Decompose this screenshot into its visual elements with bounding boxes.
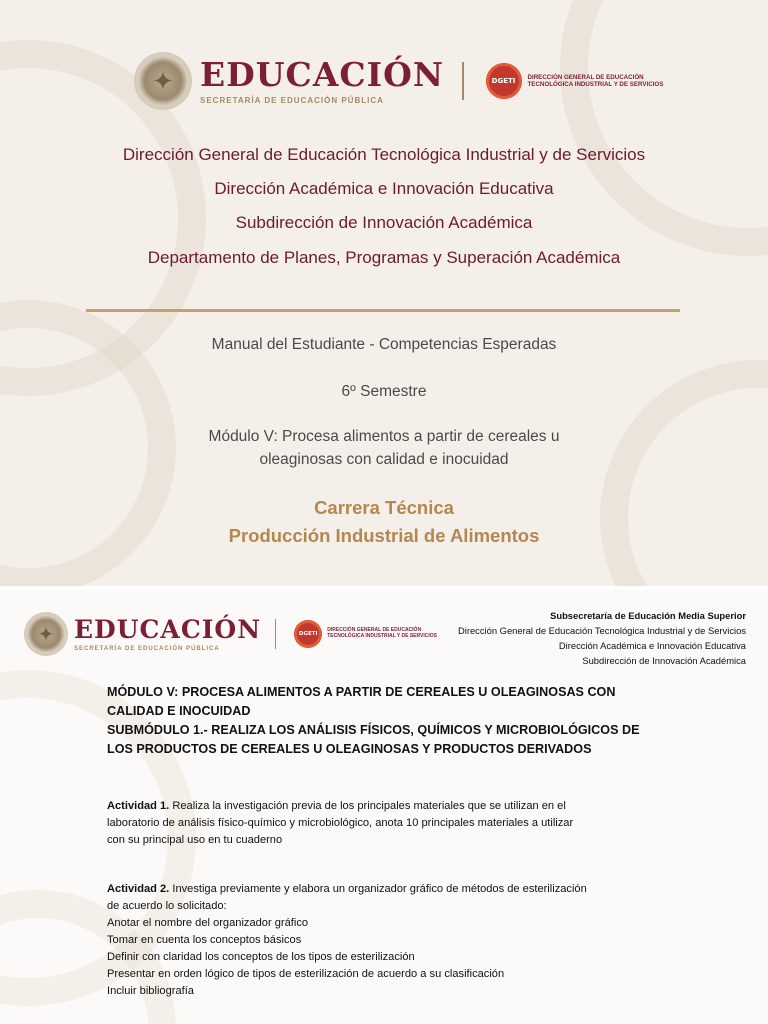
- edu-wordmark: EDUCACIÓN: [200, 54, 445, 94]
- activity-2: Actividad 2. Investiga previamente y elabora un organizador gráfico de métodos de esterilización de acuerdo lo solicitado: Anotar el nombre del organizador gráfico Tomar en cuenta los conceptos básicos Definir con claridad los conceptos de los tipos de esterilización Presentar en orden lógico de tipos de esterilización de acuerdo a su clasificación Incluir bibliografía: [107, 881, 660, 1000]
- cover-header-logos: [134, 52, 663, 110]
- submodule-heading: LOS PRODUCTOS DE CEREALES U OLEAGINOSAS Y PRODUCTOS DERIVADOS: [107, 742, 592, 756]
- edu-subtitle: SECRETARÍA DE EDUCACIÓN PÚBLICA: [74, 645, 220, 652]
- career-name: Producción Industrial de Alimentos: [228, 525, 540, 546]
- activity-2-item: Tomar en cuenta los conceptos básicos: [107, 934, 302, 946]
- submodule-heading: SUBMÓDULO 1.- REALIZA LOS ANÁLISIS FÍSICOS, QUÍMICOS Y MICROBIOLÓGICOS DE: [107, 723, 640, 737]
- edu-subtitle: SECRETARÍA DE EDUCACIÓN PÚBLICA: [200, 95, 384, 105]
- module-title-line: oleaginosas con calidad e inocuidad: [259, 451, 509, 468]
- institution-line: Subdirección de Innovación Académica: [235, 213, 533, 232]
- logo-separator: [462, 62, 464, 100]
- header-line: Subdirección de Innovación Académica: [582, 655, 746, 666]
- activity-2-item: Presentar en orden lógico de tipos de esterilización de acuerdo a su clasificación: [107, 968, 505, 980]
- content-header-logos: [24, 612, 437, 656]
- institution-line: Dirección General de Educación Tecnológica Industrial y de Servicios: [122, 145, 646, 164]
- edu-wordmark: EDUCACIÓN: [74, 614, 262, 644]
- dgeti-logo-icon: DGETI: [486, 63, 522, 99]
- module-heading: MÓDULO V: PROCESA ALIMENTOS A PARTIR DE CEREALES U OLEAGINOSAS CON CALIDAD E INOCUIDAD SUBMÓDULO 1.- REALIZA LOS ANÁLISIS FÍSICOS, QUÍMICOS Y MICROBIOLÓGICOS DE LOS PRODUCTOS DE CEREALES U OLEAGINOSAS Y PRODUCTOS DERIVADOS: [107, 683, 660, 759]
- logo-separator: [275, 619, 276, 649]
- dgeti-logo-text: DIRECCIÓN GENERAL DE EDUCACIÓN TECNOLÓGICA INDUSTRIAL Y DE SERVICIOS: [327, 627, 437, 639]
- dgeti-logo-text: DIRECCIÓN GENERAL DE EDUCACIÓN TECNOLÓGICA INDUSTRIAL Y DE SERVICIOS: [527, 73, 664, 88]
- mexico-seal-icon: ✦: [134, 52, 192, 110]
- manual-title: Manual del Estudiante - Competencias Esperadas: [211, 336, 557, 353]
- activity-2-label: Actividad 2.: [107, 883, 170, 895]
- dgeti-logo-icon: DGETI: [294, 620, 322, 648]
- institution-line: Dirección Académica e Innovación Educativa: [214, 179, 554, 198]
- activity-2-item: Incluir bibliografía: [107, 985, 194, 997]
- header-right-block: [458, 608, 746, 668]
- header-line: Dirección Académica e Innovación Educativa: [558, 640, 746, 651]
- cover-divider: [86, 309, 680, 312]
- module-title-line: Módulo V: Procesa alimentos a partir de cereales u: [208, 428, 560, 445]
- sep-logo: [200, 54, 445, 105]
- institution-line: Departamento de Planes, Programas y Superación Académica: [147, 248, 621, 267]
- semester: 6º Semestre: [341, 383, 427, 400]
- header-line: Subsecretaría de Educación Media Superior: [550, 610, 746, 621]
- career-label: Carrera Técnica: [314, 497, 454, 518]
- header-line: Dirección General de Educación Tecnológica Industrial y de Servicios: [457, 625, 746, 636]
- sep-logo: [74, 614, 262, 652]
- mexico-seal-icon: ✦: [24, 612, 68, 656]
- content-page: [0, 590, 768, 1024]
- activity-2-item: de acuerdo lo solicitado:: [107, 900, 227, 912]
- activity-1-label: Actividad 1.: [107, 800, 170, 812]
- activity-2-item: Anotar el nombre del organizador gráfico: [107, 917, 309, 929]
- activity-1: Actividad 1. Realiza la investigación previa de los principales materiales que se utilizan en el laboratorio de análisis físico-químico y microbiológico, anota 10 principales materiales a utilizar con su principal uso en tu cuaderno: [107, 800, 574, 846]
- activity-2-item: Definir con claridad los conceptos de los tipos de esterilización: [107, 951, 415, 963]
